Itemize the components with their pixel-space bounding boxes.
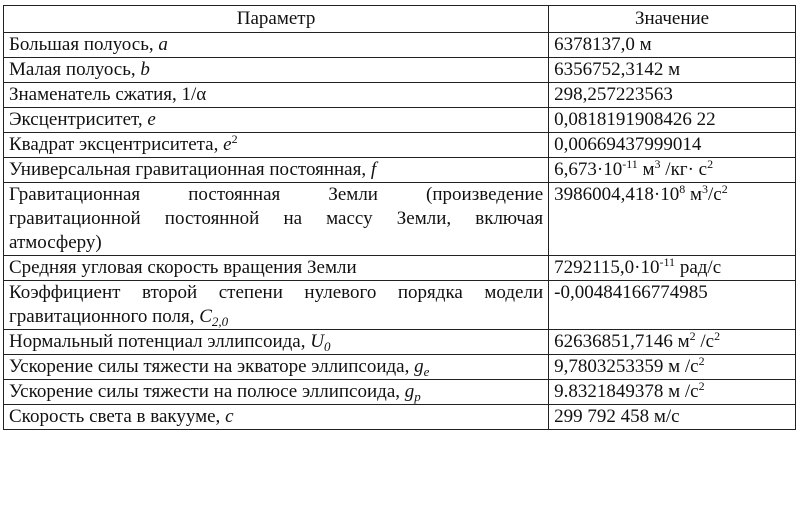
param-name: Универсальная гравитационная постоянная, f xyxy=(4,158,549,183)
param-value: $6,673\cdot 10^{-11}$ $м^3$ $/кг\cdot с^2$ xyxy=(549,158,796,183)
table-row xyxy=(4,355,796,380)
table-row xyxy=(4,330,796,355)
param-name: Гравитационная постоянная Земли (произведение гравитационной постоянной на массу Земли, включая атмосферу) xyxy=(4,183,549,256)
param-value: -0,00484166774985 xyxy=(549,281,796,330)
param-value: 6378137,0 м xyxy=(549,33,796,58)
param-value: 6356752,3142 м xyxy=(549,58,796,83)
table-row xyxy=(4,380,796,405)
param-value: 298,257223563 xyxy=(549,83,796,108)
header-parameter: Параметр xyxy=(4,6,549,33)
param-name: Скорость света в вакууме, c xyxy=(4,405,549,430)
table-row xyxy=(4,158,796,183)
param-name: Знаменатель сжатия, 1/α xyxy=(4,83,549,108)
param-name: Коэффициент второй степени нулевого порядка модели гравитационного поля, $C_{2,0}$ xyxy=(4,281,549,330)
parameters-table xyxy=(3,5,796,430)
table-row xyxy=(4,281,796,330)
param-value: 0,0818191908426 22 xyxy=(549,108,796,133)
param-name: Квадрат эксцентриситета, $e^2$ xyxy=(4,133,549,158)
table-row xyxy=(4,256,796,281)
param-value: 9.8321849378 м $/с^2$ xyxy=(549,380,796,405)
param-name: Эксцентриситет, e xyxy=(4,108,549,133)
param-name: Ускорение силы тяжести на полюсе эллипсоида, $g_p$ xyxy=(4,380,549,405)
table-row xyxy=(4,183,796,256)
param-value: $7292115,0\cdot 10^{-11}$ рад/с xyxy=(549,256,796,281)
param-value: 0,00669437999014 xyxy=(549,133,796,158)
param-name: Средняя угловая скорость вращения Земли xyxy=(4,256,549,281)
param-value: 9,7803253359 м $/с^2$ xyxy=(549,355,796,380)
header-value: Значение xyxy=(549,6,796,33)
param-name: Ускорение силы тяжести на экваторе эллипсоида, $g_e$ xyxy=(4,355,549,380)
table-row xyxy=(4,108,796,133)
param-value: $3986004,418\cdot 10^8$ $м^3/с^2$ xyxy=(549,183,796,256)
table-header-row xyxy=(4,6,796,33)
param-value: 299 792 458 м/с xyxy=(549,405,796,430)
table-row xyxy=(4,58,796,83)
table-row xyxy=(4,405,796,430)
param-value: 62636851,7146 $м^2$ $/с^2$ xyxy=(549,330,796,355)
param-name: Малая полуось, b xyxy=(4,58,549,83)
param-name: Большая полуось, a xyxy=(4,33,549,58)
table-row xyxy=(4,83,796,108)
table-row xyxy=(4,133,796,158)
table-row xyxy=(4,33,796,58)
param-name: Нормальный потенциал эллипсоида, $U_0$ xyxy=(4,330,549,355)
